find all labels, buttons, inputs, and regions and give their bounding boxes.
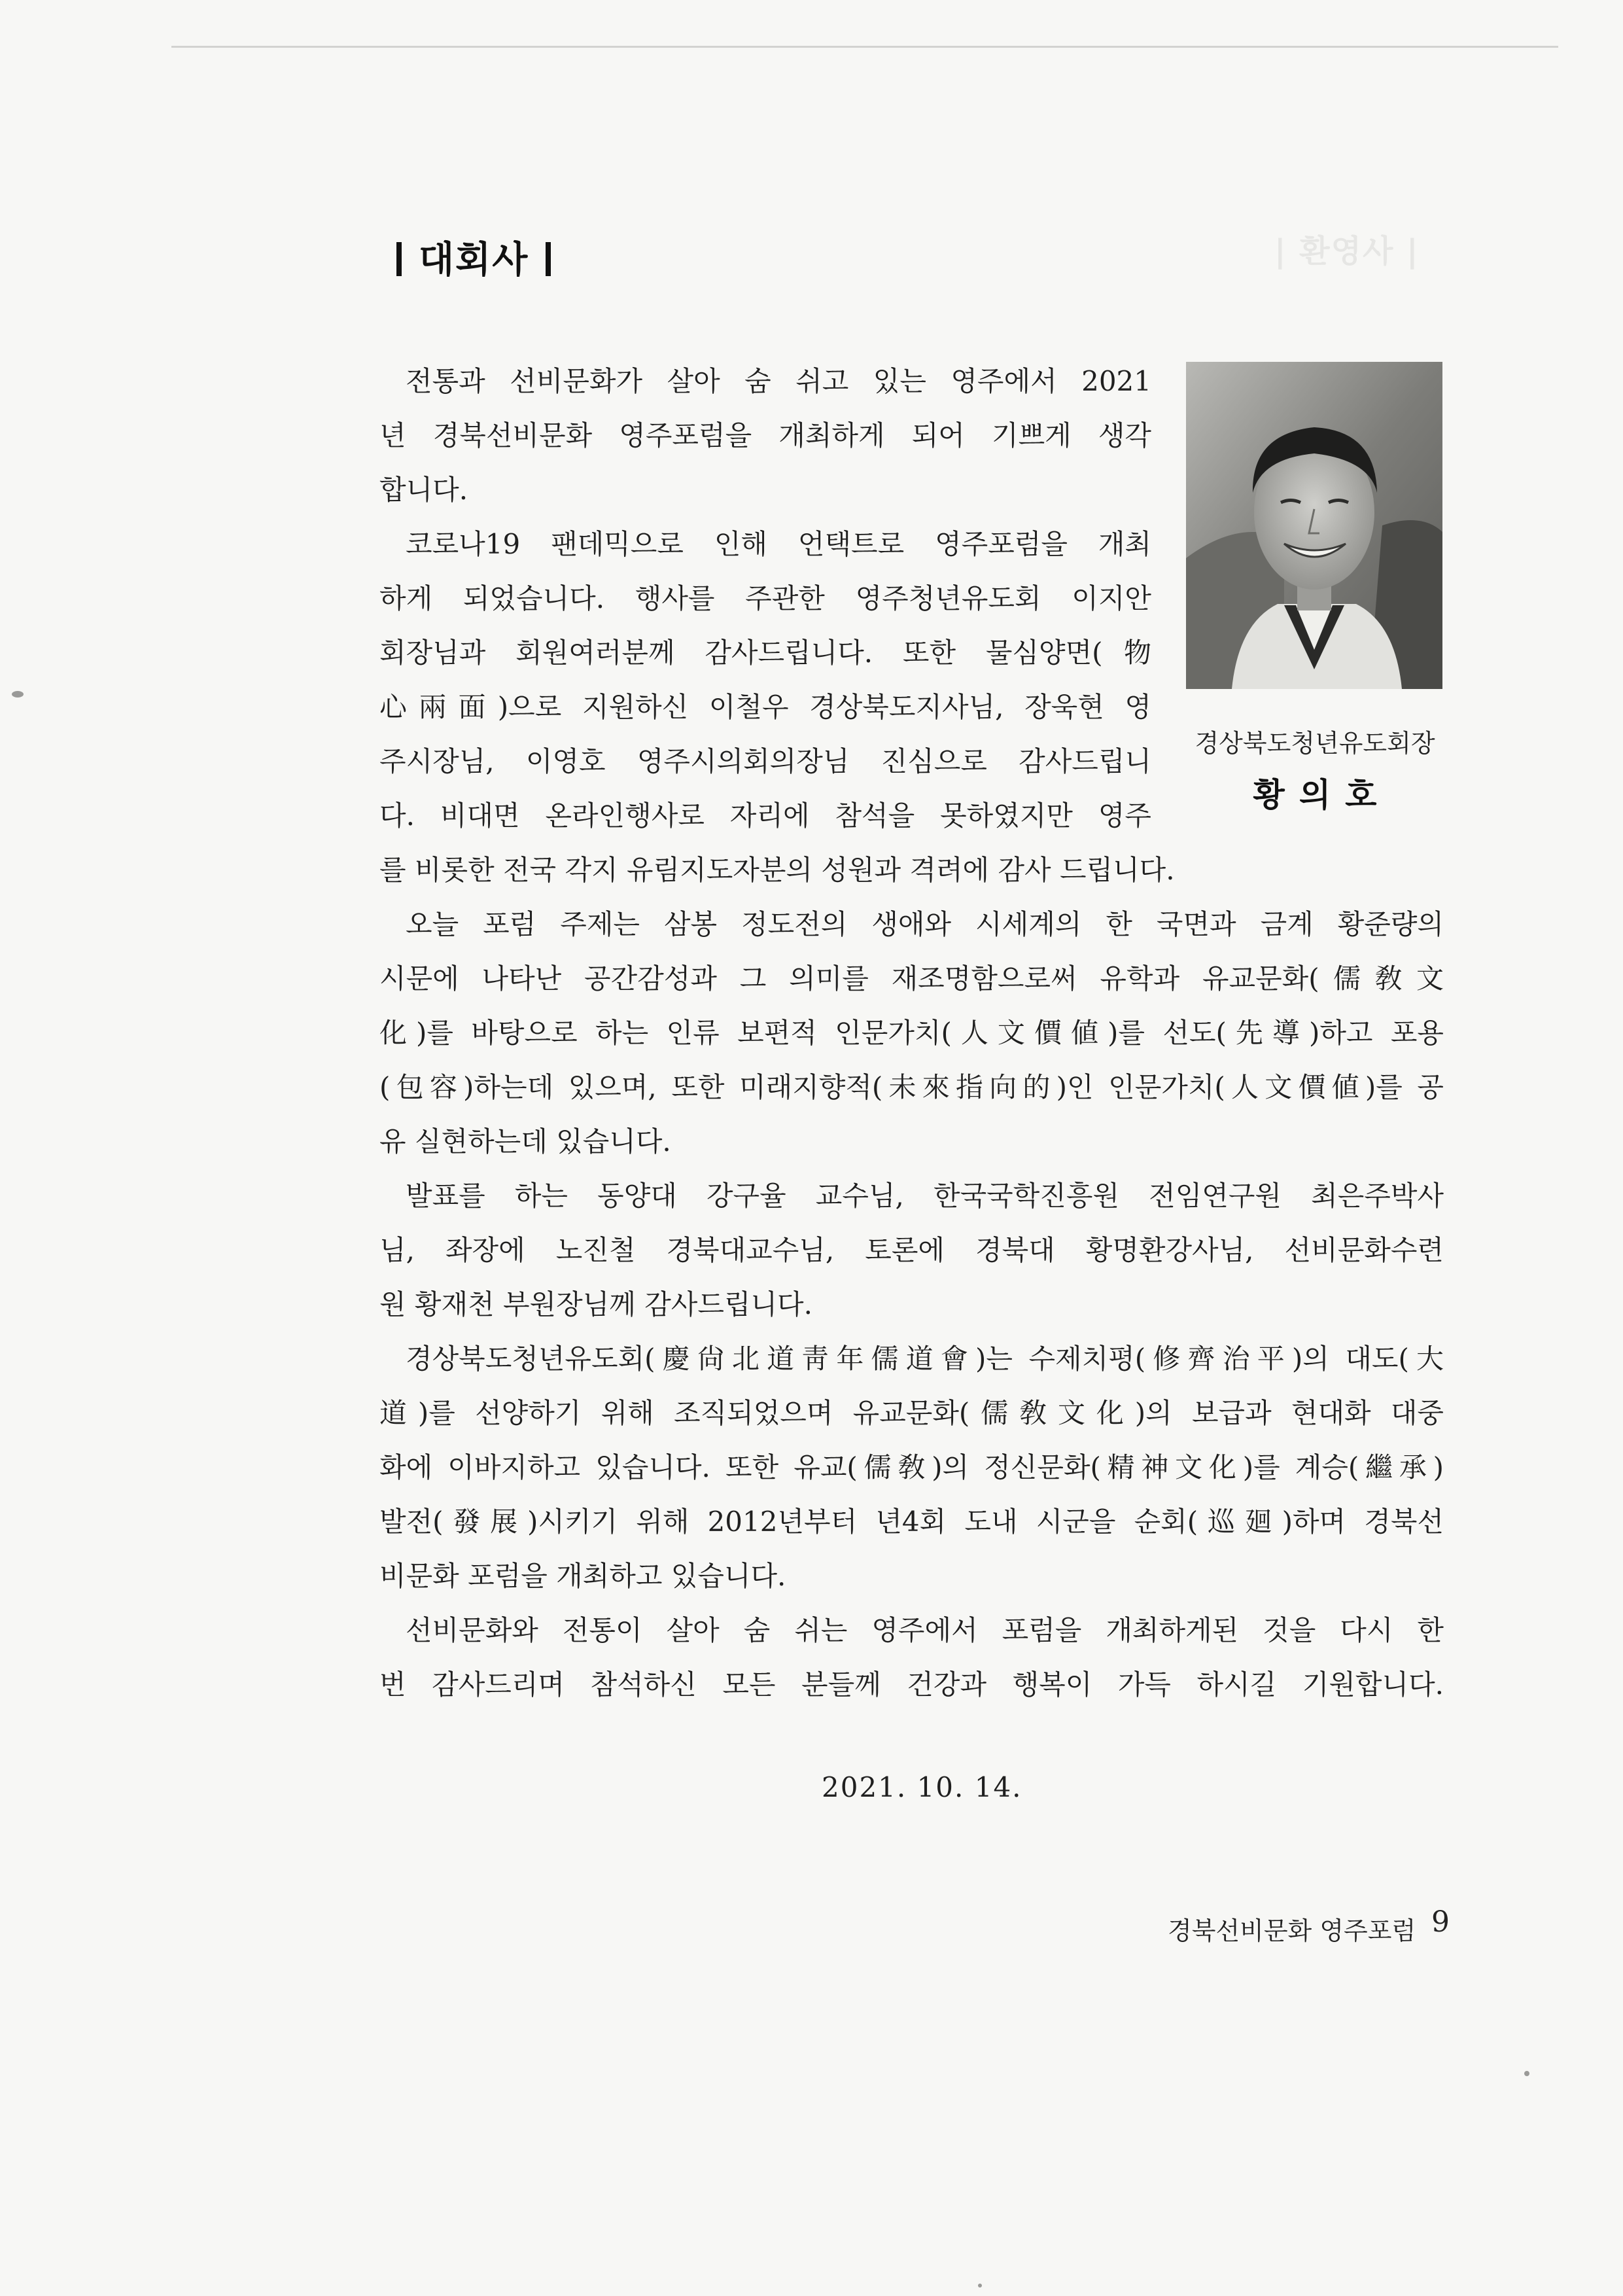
body-line: 하게 되었습니다. 행사를 주관한 영주청년유도회 이지안 bbox=[379, 582, 1151, 614]
portrait-illustration bbox=[1186, 362, 1442, 689]
body-line: 道)를 선양하기 위해 조직되었으며 유교문화(儒敎文化)의 보급과 현대화 대중 bbox=[379, 1397, 1444, 1429]
letter-date: 2021. 10. 14. bbox=[822, 1771, 1022, 1803]
body-line: 원 황재천 부원장님께 감사드립니다. bbox=[379, 1288, 812, 1320]
body-line: 경상북도청년유도회(慶尙北道靑年儒道會)는 수제치평(修齊治平)의 대도(大 bbox=[406, 1343, 1444, 1375]
bleed-through-heading: | 환영사 | bbox=[1274, 233, 1420, 270]
body-line: 오늘 포럼 주제는 삼봉 정도전의 생애와 시세계의 한 국면과 금계 황준량의 bbox=[406, 908, 1444, 940]
heading-bar-right bbox=[546, 242, 551, 276]
scan-speck bbox=[12, 691, 24, 698]
body-line: 발전(發展)시키기 위해 2012년부터 년4회 도내 시군을 순회(巡廻)하며 경북선 bbox=[379, 1506, 1444, 1538]
body-line: 心兩面)으로 지원하신 이철우 경상북도지사님, 장욱현 영 bbox=[379, 691, 1151, 723]
body-line: 시문에 나타난 공간감성과 그 의미를 재조명함으로써 유학과 유교문화(儒敎文 bbox=[379, 963, 1444, 995]
heading-bar-left bbox=[396, 242, 402, 276]
page-number: 9 bbox=[1431, 1905, 1450, 1939]
caption-title: 경상북도청년유도회장 bbox=[1195, 729, 1435, 758]
body-line: 화에 이바지하고 있습니다. 또한 유교(儒敎)의 정신문화(精神文化)를 계승(繼承) bbox=[379, 1451, 1444, 1483]
body-line: 번 감사드리며 참석하신 모든 분들께 건강과 행복이 가득 하시길 기원합니다. bbox=[379, 1669, 1444, 1701]
body-line: 합니다. bbox=[379, 474, 468, 506]
portrait-photo bbox=[1186, 362, 1442, 689]
body-line: 전통과 선비문화가 살아 숨 쉬고 있는 영주에서 2021 bbox=[406, 365, 1151, 397]
scan-speck bbox=[1524, 2071, 1529, 2076]
body-line: 년 경북선비문화 영주포럼을 개최하게 되어 기쁘게 생각 bbox=[379, 419, 1151, 451]
body-line: 化)를 바탕으로 하는 인류 보편적 인문가치(人文價値)를 선도(先導)하고 포용 bbox=[379, 1017, 1444, 1049]
body-line: 주시장님, 이영호 영주시의회의장님 진심으로 감사드립니 bbox=[379, 745, 1151, 777]
body-line: 비문화 포럼을 개최하고 있습니다. bbox=[379, 1560, 786, 1592]
body-line: 회장님과 회원여러분께 감사드립니다. 또한 물심양면(物 bbox=[379, 637, 1151, 669]
body-line: (包容)하는데 있으며, 또한 미래지향적(未來指向的)인 인문가치(人文價値)를 공 bbox=[379, 1071, 1444, 1103]
body-line: 님, 좌장에 노진철 경북대교수님, 토론에 경북대 황명환강사님, 선비문화수련 bbox=[379, 1234, 1444, 1266]
body-line: 를 비롯한 전국 각지 유림지도자분의 성원과 격려에 감사 드립니다. bbox=[379, 854, 1175, 886]
caption-name: 황의호 bbox=[1253, 776, 1391, 814]
body-line: 선비문화와 전통이 살아 숨 쉬는 영주에서 포럼을 개최하게된 것을 다시 한 bbox=[406, 1614, 1444, 1646]
footer-title: 경북선비문화 영주포럼 bbox=[1168, 1916, 1416, 1945]
body-line: 유 실현하는데 있습니다. bbox=[379, 1125, 671, 1157]
body-line: 다. 비대면 온라인행사로 자리에 참석을 못하였지만 영주 bbox=[379, 800, 1151, 832]
page-heading bbox=[396, 231, 551, 283]
scan-speck bbox=[978, 2284, 982, 2287]
top-rule bbox=[171, 46, 1558, 48]
heading-text: 대회사 bbox=[419, 239, 529, 281]
body-line: 코로나19 팬데믹으로 인해 언택트로 영주포럼을 개최 bbox=[406, 528, 1151, 560]
body-line: 발표를 하는 동양대 강구율 교수님, 한국국학진흥원 전임연구원 최은주박사 bbox=[406, 1180, 1444, 1212]
